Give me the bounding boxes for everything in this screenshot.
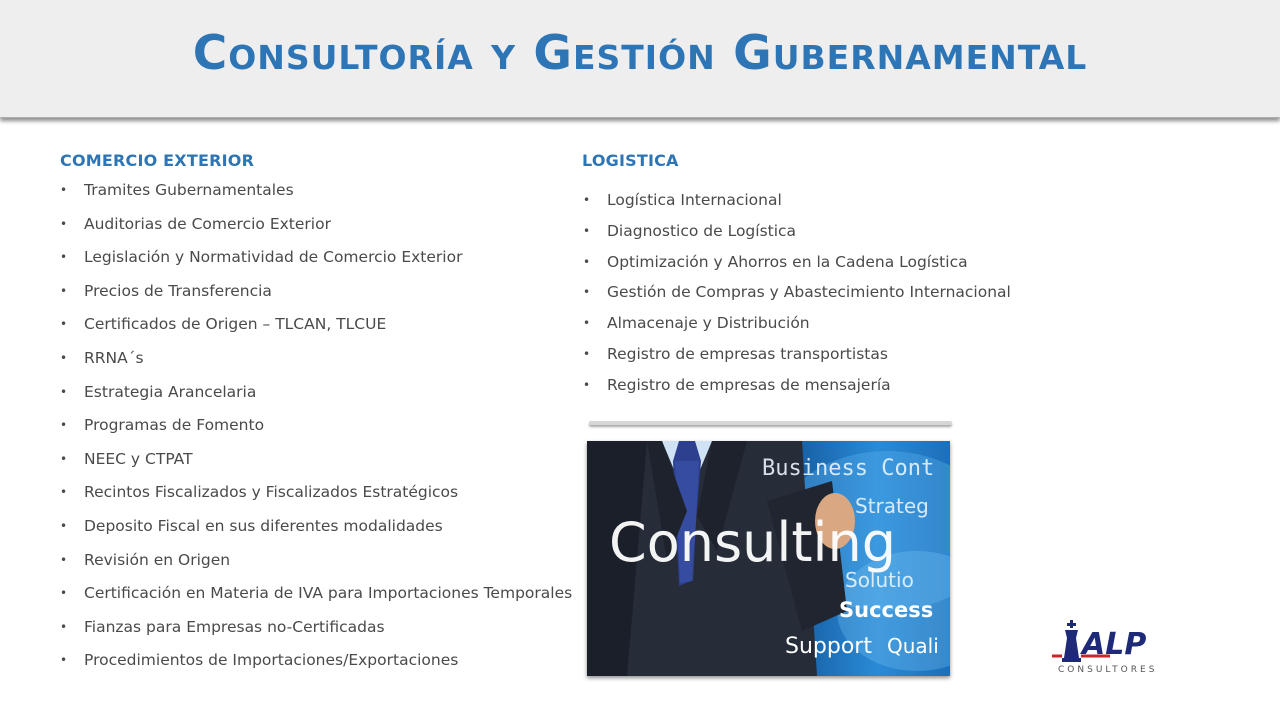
photo-word-2: Strateg: [855, 494, 929, 518]
logistica-item: [583, 252, 1011, 283]
bullet-icon: •: [60, 216, 68, 231]
bullet-icon: •: [60, 451, 68, 466]
logo-sub-text: CONSULTORES: [1058, 665, 1158, 674]
logistica-item: [583, 282, 1011, 313]
bullet-icon: •: [60, 384, 68, 399]
comercio-exterior-item: [60, 650, 572, 684]
comercio-exterior-item: [60, 247, 572, 281]
comercio-exterior-item-label: Certificados de Origen – TLCAN, TLCUE: [84, 315, 387, 334]
comercio-exterior-item: [60, 617, 572, 651]
comercio-exterior-item-label: Certificación en Materia de IVA para Importaciones Temporales: [84, 584, 573, 603]
logistica-item: [583, 344, 1011, 375]
bullet-icon: •: [60, 350, 68, 365]
bullet-icon: •: [60, 619, 68, 634]
header-banner: [0, 0, 1280, 118]
section-heading-logistica: LOGISTICA: [582, 151, 679, 170]
comercio-exterior-item: [60, 482, 572, 516]
comercio-exterior-item-label: Estrategia Arancelaria: [84, 382, 257, 401]
logistica-item: [583, 313, 1011, 344]
bullet-icon: •: [583, 316, 591, 331]
comercio-exterior-item-label: Programas de Fomento: [84, 416, 265, 435]
bullet-icon: •: [583, 346, 591, 361]
comercio-exterior-item: [60, 550, 572, 584]
bullet-icon: •: [60, 552, 68, 567]
comercio-exterior-item-label: Auditorias de Comercio Exterior: [84, 214, 331, 233]
logistica-item: [583, 375, 1011, 406]
page-title: Consultoría y Gestión Gubernamental: [192, 26, 1088, 81]
photo-main-word: Consulting: [609, 511, 897, 574]
photo-word-1: Business Cont: [762, 456, 935, 481]
logistica-item-label: Registro de empresas transportistas: [607, 344, 888, 363]
consulting-photo: [587, 441, 950, 676]
bullet-icon: •: [60, 283, 68, 298]
comercio-exterior-item: [60, 516, 572, 550]
bullet-icon: •: [60, 653, 68, 668]
bullet-icon: •: [60, 183, 68, 197]
comercio-exterior-item: [60, 314, 572, 348]
comercio-exterior-item: [60, 415, 572, 449]
bullet-icon: •: [60, 317, 68, 332]
logistica-item-label: Registro de empresas de mensajería: [607, 375, 891, 394]
comercio-exterior-item-label: Fianzas para Empresas no-Certificadas: [84, 617, 385, 636]
comercio-exterior-item-label: Procedimientos de Importaciones/Exportaciones: [84, 651, 459, 670]
logistica-item: [583, 221, 1011, 252]
comercio-exterior-item-label: NEEC y CTPAT: [84, 449, 193, 468]
photo-word-5: Support: [785, 634, 872, 659]
comercio-exterior-item: [60, 281, 572, 315]
bullet-icon: •: [60, 418, 68, 433]
comercio-exterior-item-label: Tramites Gubernamentales: [84, 181, 294, 199]
comercio-exterior-item-label: Revisión en Origen: [84, 550, 231, 569]
bullet-icon: •: [60, 485, 68, 500]
bullet-icon: •: [60, 250, 68, 265]
bullet-icon: •: [583, 193, 591, 207]
logistica-item-label: Gestión de Compras y Abastecimiento Internacional: [607, 283, 1011, 302]
comercio-exterior-item: [60, 348, 572, 382]
bullet-icon: •: [583, 254, 591, 269]
photo-word-3: Solutio: [845, 568, 914, 592]
comercio-exterior-item-label: Precios de Transferencia: [84, 281, 272, 300]
alp-logo: [1050, 618, 1190, 674]
comercio-exterior-item: [60, 214, 572, 248]
section-heading-comercio-exterior: COMERCIO EXTERIOR: [60, 151, 255, 170]
logistica-list: [583, 190, 1011, 406]
comercio-exterior-item: [60, 180, 572, 214]
photo-word-4: Success: [839, 598, 934, 622]
logistica-item: [583, 190, 1011, 221]
comercio-exterior-item: [60, 583, 573, 617]
chess-king-icon: [1062, 620, 1081, 662]
comercio-exterior-list: [60, 180, 573, 684]
bullet-icon: •: [60, 586, 68, 601]
photo-word-6: Quali: [887, 634, 939, 658]
logistica-item-label: Logística Internacional: [607, 191, 782, 209]
logistica-item-label: Almacenaje y Distribución: [607, 314, 810, 333]
logistica-item-label: Optimización y Ahorros en la Cadena Logística: [607, 252, 968, 271]
bullet-icon: •: [583, 377, 591, 392]
comercio-exterior-item: [60, 382, 572, 416]
comercio-exterior-item: [60, 449, 572, 483]
comercio-exterior-item-label: Deposito Fiscal en sus diferentes modalidades: [84, 516, 443, 535]
comercio-exterior-item-label: Recintos Fiscalizados y Fiscalizados Estratégicos: [84, 483, 459, 502]
comercio-exterior-item-label: RRNA´s: [84, 348, 144, 367]
logistica-item-label: Diagnostico de Logística: [607, 221, 797, 240]
comercio-exterior-item-label: Legislación y Normatividad de Comercio Exterior: [84, 248, 463, 267]
divider-line: [589, 421, 952, 425]
logo-brand-text: ALP: [1082, 627, 1147, 662]
bullet-icon: •: [583, 223, 591, 238]
bullet-icon: •: [60, 518, 68, 533]
bullet-icon: •: [583, 285, 591, 300]
